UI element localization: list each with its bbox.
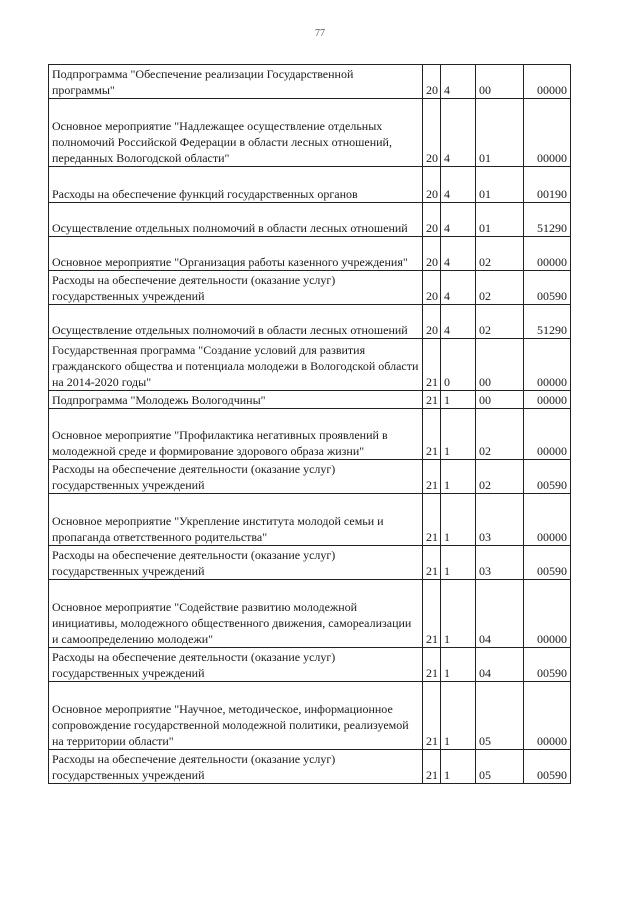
table-row (49, 167, 571, 203)
code-section: 1 (441, 409, 476, 460)
code-target: 21 (423, 750, 441, 784)
table-row (49, 750, 571, 784)
row-name-cell (49, 391, 423, 409)
row-name: Осуществление отдельных полномочий в области лесных отношений (52, 221, 408, 235)
code-target: 20 (423, 65, 441, 99)
budget-classification-table (48, 64, 571, 784)
code-article: 51290 (524, 305, 571, 339)
code-section: 1 (441, 580, 476, 648)
row-name: Основное мероприятие "Надлежащее осуществление отдельных полномочий Российской Федерации в области лесных отношений, переданных Вологодской области" (52, 119, 392, 165)
row-name: Подпрограмма "Молодежь Вологодчины" (52, 393, 266, 407)
table-row (49, 580, 571, 648)
code-target: 20 (423, 237, 441, 271)
code-subsection: 00 (476, 65, 524, 99)
code-article: 00590 (524, 648, 571, 682)
code-section: 1 (441, 750, 476, 784)
table-row (49, 391, 571, 409)
row-name: Основное мероприятие "Научное, методическое, информационное сопровождение государственной молодежной политики, реализуемой на территории области" (52, 702, 409, 748)
row-name-cell (49, 682, 423, 750)
row-name-cell (49, 648, 423, 682)
code-article: 00590 (524, 460, 571, 494)
code-target: 20 (423, 305, 441, 339)
row-name-cell (49, 167, 423, 203)
row-name-cell (49, 494, 423, 546)
code-section: 4 (441, 237, 476, 271)
row-name: Основное мероприятие "Организация работы казенного учреждения" (52, 255, 408, 269)
row-name: Расходы на обеспечение функций государственных органов (52, 187, 358, 201)
code-article: 00000 (524, 494, 571, 546)
code-section: 1 (441, 546, 476, 580)
row-name: Расходы на обеспечение деятельности (оказание услуг) государственных учреждений (52, 650, 336, 680)
table-row (49, 65, 571, 99)
code-target: 21 (423, 682, 441, 750)
code-subsection: 05 (476, 682, 524, 750)
code-target: 21 (423, 546, 441, 580)
table-row (49, 99, 571, 167)
row-name-cell (49, 750, 423, 784)
table-row (49, 271, 571, 305)
row-name: Основное мероприятие "Содействие развитию молодежной инициативы, молодежного общественного движения, самореализации и самоопределению молодежи" (52, 600, 412, 646)
code-subsection: 05 (476, 750, 524, 784)
code-section: 4 (441, 167, 476, 203)
code-section: 1 (441, 682, 476, 750)
row-name-cell (49, 546, 423, 580)
code-subsection: 02 (476, 460, 524, 494)
code-section: 0 (441, 339, 476, 391)
table-row (49, 237, 571, 271)
code-target: 20 (423, 99, 441, 167)
code-target: 20 (423, 271, 441, 305)
code-subsection: 04 (476, 648, 524, 682)
code-subsection: 01 (476, 203, 524, 237)
table-row (49, 494, 571, 546)
table-row (49, 546, 571, 580)
code-target: 21 (423, 580, 441, 648)
row-name: Расходы на обеспечение деятельности (оказание услуг) государственных учреждений (52, 462, 336, 492)
code-subsection: 01 (476, 167, 524, 203)
row-name: Осуществление отдельных полномочий в области лесных отношений (52, 323, 408, 337)
row-name-cell (49, 65, 423, 99)
code-subsection: 02 (476, 237, 524, 271)
code-section: 1 (441, 648, 476, 682)
code-article: 51290 (524, 203, 571, 237)
code-section: 1 (441, 460, 476, 494)
code-target: 21 (423, 648, 441, 682)
table-row (49, 339, 571, 391)
row-name: Основное мероприятие "Укрепление института молодой семьи и пропаганда ответственного родительства" (52, 514, 384, 544)
row-name: Основное мероприятие "Профилактика негативных проявлений в молодежной среде и формирование здорового образа жизни" (52, 428, 388, 458)
code-section: 4 (441, 65, 476, 99)
code-target: 20 (423, 203, 441, 237)
row-name: Государственная программа "Создание условий для развития гражданского общества и потенциала молодежи в Вологодской области на 2014-2020 годы" (52, 343, 419, 389)
code-subsection: 02 (476, 305, 524, 339)
code-article: 00000 (524, 99, 571, 167)
code-subsection: 00 (476, 339, 524, 391)
code-article: 00000 (524, 237, 571, 271)
code-subsection: 01 (476, 99, 524, 167)
table-row (49, 648, 571, 682)
code-article: 00000 (524, 391, 571, 409)
code-subsection: 00 (476, 391, 524, 409)
row-name-cell (49, 580, 423, 648)
row-name: Подпрограмма "Обеспечение реализации Государственной программы" (52, 67, 354, 97)
row-name: Расходы на обеспечение деятельности (оказание услуг) государственных учреждений (52, 273, 336, 303)
code-subsection: 02 (476, 409, 524, 460)
code-article: 00000 (524, 409, 571, 460)
code-target: 21 (423, 494, 441, 546)
code-article: 00590 (524, 546, 571, 580)
code-article: 00190 (524, 167, 571, 203)
row-name-cell (49, 237, 423, 271)
code-subsection: 02 (476, 271, 524, 305)
code-target: 21 (423, 460, 441, 494)
row-name-cell (49, 99, 423, 167)
row-name-cell (49, 409, 423, 460)
row-name-cell (49, 460, 423, 494)
table-row (49, 305, 571, 339)
code-section: 4 (441, 271, 476, 305)
code-target: 21 (423, 391, 441, 409)
code-target: 21 (423, 339, 441, 391)
code-article: 00000 (524, 65, 571, 99)
table-row (49, 460, 571, 494)
code-target: 21 (423, 409, 441, 460)
code-article: 00000 (524, 339, 571, 391)
code-article: 00000 (524, 682, 571, 750)
code-article: 00590 (524, 271, 571, 305)
table-body (49, 65, 571, 784)
code-subsection: 03 (476, 546, 524, 580)
code-article: 00590 (524, 750, 571, 784)
code-target: 20 (423, 167, 441, 203)
code-section: 4 (441, 99, 476, 167)
table-row (49, 682, 571, 750)
code-section: 4 (441, 203, 476, 237)
table-row (49, 409, 571, 460)
row-name: Расходы на обеспечение деятельности (оказание услуг) государственных учреждений (52, 752, 336, 782)
page-number: 77 (315, 28, 325, 39)
row-name-cell (49, 271, 423, 305)
code-section: 1 (441, 494, 476, 546)
code-subsection: 04 (476, 580, 524, 648)
row-name-cell (49, 305, 423, 339)
code-article: 00000 (524, 580, 571, 648)
row-name: Расходы на обеспечение деятельности (оказание услуг) государственных учреждений (52, 548, 336, 578)
code-section: 4 (441, 305, 476, 339)
row-name-cell (49, 203, 423, 237)
row-name-cell (49, 339, 423, 391)
code-subsection: 03 (476, 494, 524, 546)
table-row (49, 203, 571, 237)
code-section: 1 (441, 391, 476, 409)
